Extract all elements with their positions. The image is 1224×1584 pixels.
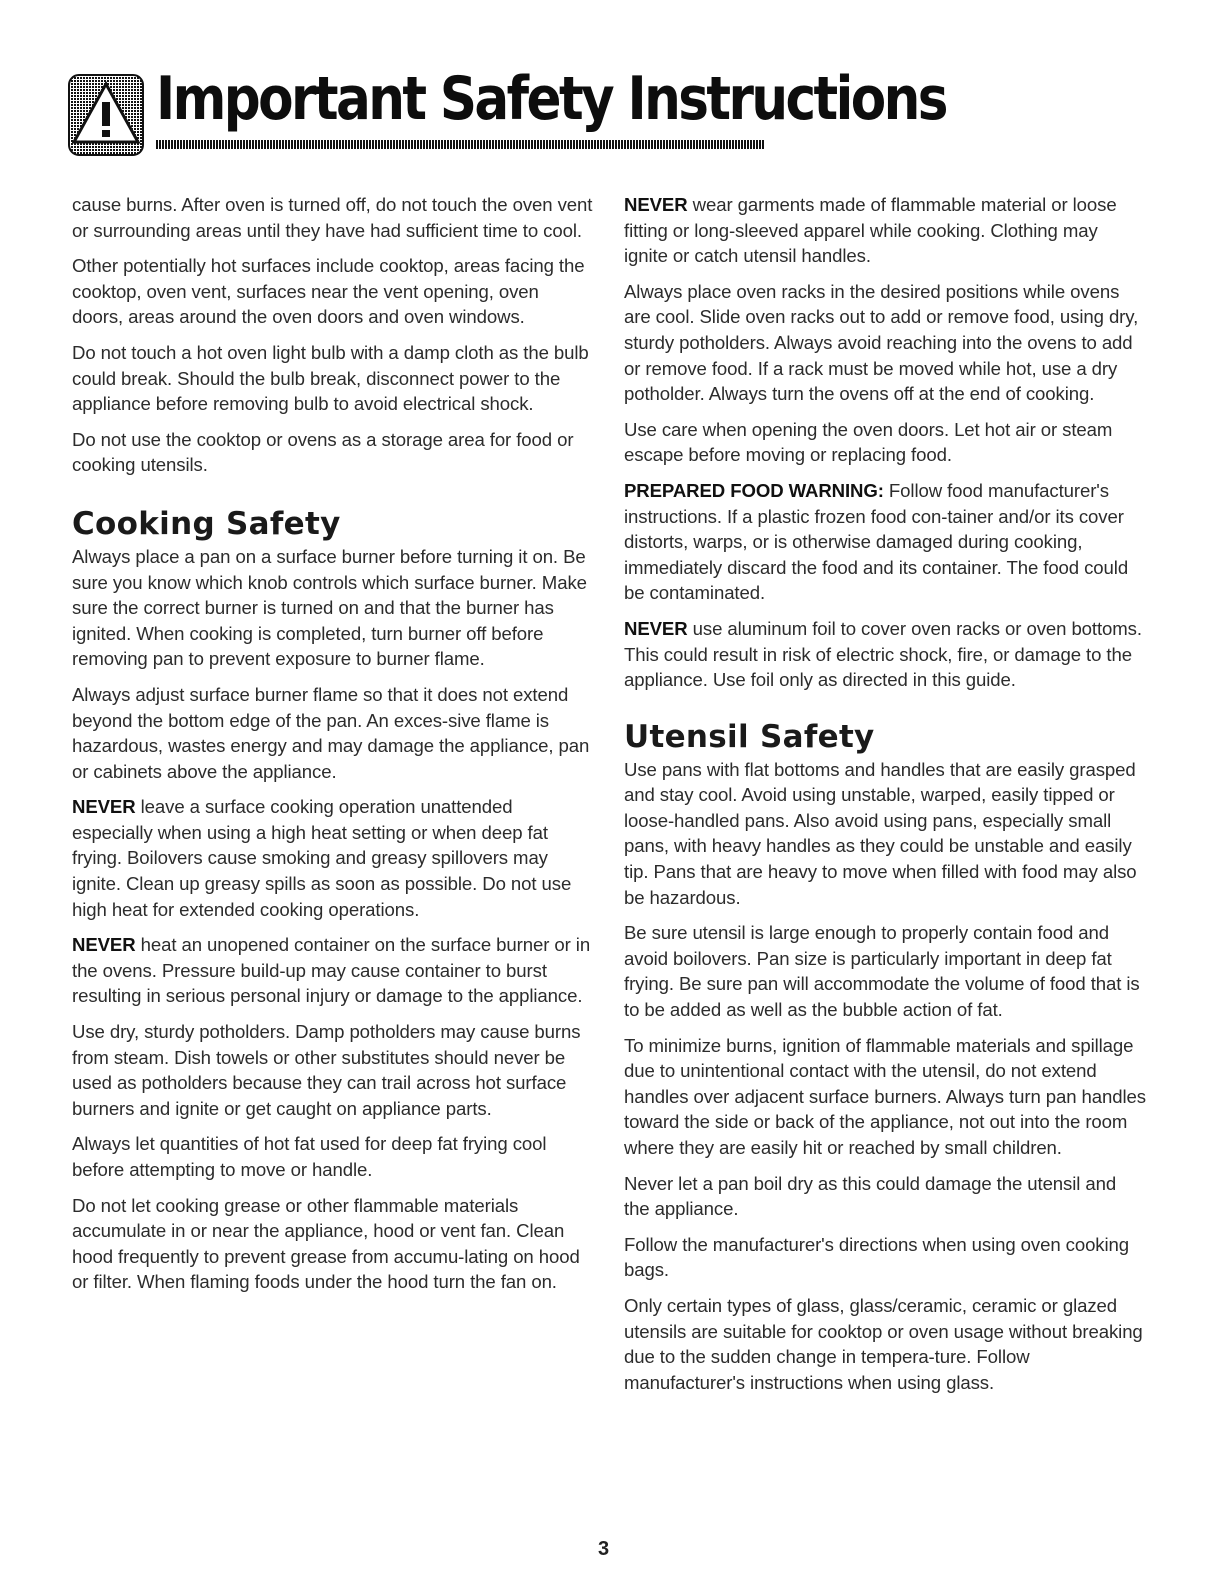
left-column	[72, 192, 594, 1305]
never-keyword: NEVER	[72, 934, 136, 956]
page-number: 3	[598, 1538, 610, 1560]
paragraph-text: use aluminum foil to cover oven racks or oven bottoms. This could result in risk of electric shock, fire, or damage to the appliance. Use foil only as directed in this guide.	[624, 617, 1142, 691]
paragraph-light-bulb: Do not touch a hot oven light bulb with a damp cloth as the bulb could break. Should the bulb break, disconnect power to the appliance before removing bulb to avoid electrical shock.	[72, 341, 589, 415]
paragraph-text: leave a surface cooking operation unattended especially when using a high heat setting or when deep fat frying. Boilovers cause smoking and greasy spillovers may ignite. Clean up greasy spills as soon as possible. Do not use high heat for extended cooking operations.	[72, 796, 572, 920]
paragraph-grease: Do not let cooking grease or other flammable materials accumulate in or near the appliance, hood or vent fan. Clean hood frequently to prevent grease from accumu-lating on hood or filter. When flaming foods under the hood turn the fan on.	[72, 1194, 580, 1293]
never-keyword: NEVER	[624, 617, 688, 639]
right-column	[624, 192, 1146, 1405]
paragraph-oven-doors: Use care when opening the oven doors. Let hot air or steam escape before moving or replacing food.	[624, 418, 1113, 466]
paragraph-unopened-container	[72, 932, 594, 1009]
paragraph-flat-bottoms: Use pans with flat bottoms and handles that are easily grasped and stay cool. Avoid using unstable, warped, easily tipped or loose-handled pans. Also avoid using pans, especially small pans, with heavy handles as they could be unstable and easily tip. Pans that are heavy to move when filled with food may also be hazardous.	[624, 758, 1137, 908]
paragraph-burns-continued: cause burns. After oven is turned off, do not touch the oven vent or surrounding areas until they have had sufficient time to cool.	[72, 194, 593, 241]
paragraph-text: Follow food manufacturer's instructions. If a plastic frozen food con-tainer and/or its cover distorts, warps, or is otherwise damaged during cooking, immediately discard the food and its container. The food could be contaminated.	[624, 479, 1129, 604]
paragraph-place-pan: Always place a pan on a surface burner before turning it on. Be sure you know which knob controls which surface burner. Make sure the correct burner is turned on and that the burner has ignited. When cooking is completed, turn burner off before removing pan to prevent exposure to burner flame.	[72, 545, 587, 670]
paragraph-aluminum-foil	[624, 616, 1146, 693]
never-keyword: NEVER	[624, 194, 688, 215]
cooking-safety-heading: Cooking Safety	[72, 505, 341, 542]
paragraph-handles: To minimize burns, ignition of flammable materials and spillage due to unintentional contact with the utensil, do not extend handles over adjacent surface burners. Always turn pan handles toward the side or back of the appliance, not out into the room where they are easily hit or reached by small children.	[624, 1034, 1146, 1158]
paragraph-text: heat an unopened container on the surface burner or in the ovens. Pressure build-up may cause container to burst resulting in serious personal injury or damage to the appliance.	[72, 934, 591, 1007]
paragraph-adjust-flame: Always adjust surface burner flame so that it does not extend beyond the bottom edge of the pan. An exces-sive flame is hazardous, wastes energy and may damage the appliance, pan or cabinets above the appliance.	[72, 683, 590, 782]
utensil-safety-heading: Utensil Safety	[624, 718, 875, 755]
paragraph-unattended	[72, 794, 594, 922]
paragraph-text: wear garments made of flammable material or loose fitting or long-sleeved apparel while cooking. Clothing may ignite or catch utensil handles.	[624, 194, 1117, 267]
paragraph-potholders: Use dry, sturdy potholders. Damp potholders may cause burns from steam. Dish towels or other substitutes should never be used as potholders because they can trail across hot surface burners and ignite or get caught on appliance parts.	[72, 1021, 581, 1119]
paragraph-storage: Do not use the cooktop or ovens as a storage area for food or cooking utensils.	[72, 428, 574, 476]
paragraph-hot-surfaces: Other potentially hot surfaces include cooktop, areas facing the cooktop, oven vent, surfaces near the vent opening, oven doors, areas around the oven doors and oven windows.	[72, 255, 585, 328]
title-underline	[156, 140, 764, 149]
paragraph-cooking-bags: Follow the manufacturer's directions when using oven cooking bags.	[624, 1233, 1130, 1281]
paragraph-utensil-size: Be sure utensil is large enough to properly contain food and avoid boilovers. Pan size is particularly important in deep fat frying. Be sure pan will accommodate the volume of food that is to be added as well as the bubble action of fat.	[624, 922, 1140, 1021]
paragraph-boil-dry: Never let a pan boil dry as this could damage the utensil and the appliance.	[624, 1172, 1117, 1220]
prepared-food-warning-keyword: PREPARED FOOD WARNING:	[624, 479, 884, 501]
paragraph-oven-racks: Always place oven racks in the desired positions while ovens are cool. Slide oven racks out to add or remove food, using dry, sturdy potholders. Always avoid reaching into the ovens to add or remove food. If a rack must be moved while hot, use a dry potholder. Always turn the ovens off at the end of cooking.	[624, 280, 1139, 405]
page-header	[68, 58, 946, 158]
paragraph-prepared-food	[624, 478, 1146, 606]
page-title: Important Safety Instructions	[156, 64, 946, 134]
never-keyword: NEVER	[72, 796, 136, 818]
paragraph-hot-fat: Always let quantities of hot fat used for deep fat frying cool before attempting to move or handle.	[72, 1133, 547, 1180]
warning-triangle-icon	[68, 74, 144, 156]
paragraph-garments	[624, 192, 1146, 269]
paragraph-glass-utensils: Only certain types of glass, glass/ceramic, ceramic or glazed utensils are suitable for cooktop or oven usage without breaking due to the sudden change in tempera-ture. Follow manufacturer's instructions when using glass.	[624, 1294, 1143, 1393]
